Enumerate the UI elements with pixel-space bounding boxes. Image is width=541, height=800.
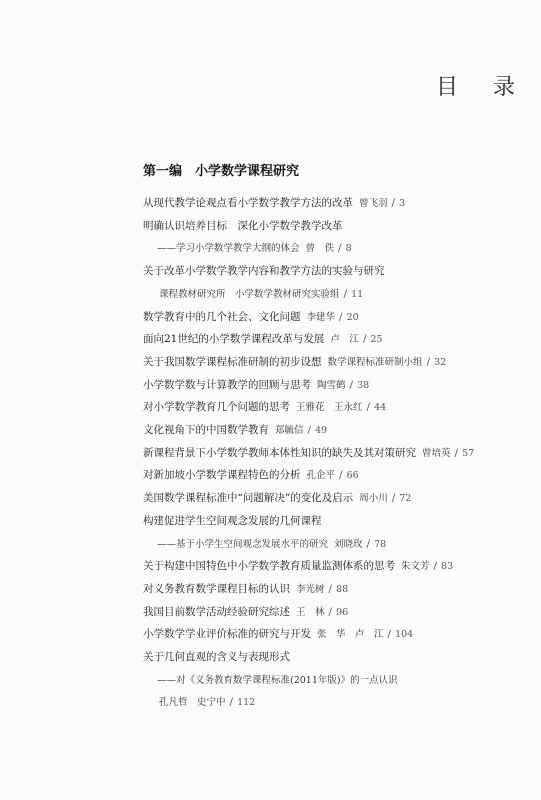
toc-line[interactable]: [143, 400, 386, 415]
toc-entry-title: ——基于小学生空间观念发展水平的研究: [157, 538, 329, 550]
page-separator: /: [366, 401, 371, 414]
toc-line[interactable]: [153, 695, 255, 710]
toc-entry-page: 44: [374, 402, 387, 414]
toc-entry-page: 3: [399, 198, 406, 209]
toc-entry-page: 66: [346, 470, 359, 482]
toc-entry-author: 陶雪鹤: [317, 379, 346, 391]
page-separator: /: [343, 287, 348, 300]
toc-entry-author: 曾飞羽: [359, 198, 388, 209]
page-separator: /: [387, 628, 392, 641]
toc-entry-page: 8: [345, 243, 352, 255]
page-separator: /: [454, 446, 459, 459]
toc-entry-page: 112: [237, 697, 256, 709]
toc-entry-author: 李光树: [296, 583, 325, 595]
toc-entry-page: 83: [441, 561, 454, 573]
toc-entry-title: 对小学数学教育几个问题的思考: [143, 401, 290, 414]
toc-entry-title: 小学数学学业评价标准的研究与开发: [143, 628, 311, 641]
toc-line[interactable]: [143, 605, 348, 620]
toc-line[interactable]: [143, 650, 290, 664]
toc-entry-title: 文化视角下的中国数学教育: [143, 424, 269, 436]
toc-entry-page: 38: [357, 379, 370, 391]
toc-entry-author: 卢 江: [330, 334, 359, 346]
toc-entry-author: 曾 佚: [305, 243, 335, 255]
page-separator: /: [339, 310, 343, 323]
toc-entry-page: 72: [399, 493, 412, 505]
section-heading: 第一编 小学数学课程研究: [143, 164, 300, 179]
toc-entry-author: 数学课程标准研制小组: [327, 356, 423, 368]
toc-entry-author: 郑毓信: [275, 425, 304, 436]
toc-entry-title: 关于我国数学课程标准研制的初步设想: [143, 355, 322, 368]
toc-entry-author: 孔企平: [306, 470, 336, 482]
toc-entry-title: 明确认识培养目标 深化小学数学教学改革: [143, 219, 343, 232]
toc-entry-title: ——对《义务教育数学课程标准(2011年版)》的一点认识: [157, 674, 398, 686]
toc-entry-title: 对义务教育数学课程目标的认识: [143, 582, 290, 595]
toc-entry-author: 李建华: [306, 311, 336, 323]
toc-line[interactable]: [143, 468, 359, 483]
toc-line[interactable]: [157, 673, 398, 688]
toc-line[interactable]: [143, 491, 411, 506]
toc-line[interactable]: [143, 627, 413, 642]
toc-entry-author: 王 林: [296, 606, 325, 618]
toc-line[interactable]: [157, 241, 352, 256]
page-separator: /: [362, 333, 367, 346]
toc-entry-title: 从现代教学论观点看小学数学教学方法的改革: [143, 197, 353, 209]
toc-entry-title: 关于改革小学数学教学内容和教学方法的实验与研究: [143, 265, 385, 278]
page-separator: /: [328, 582, 333, 595]
toc-line[interactable]: [143, 196, 405, 211]
toc-entry-title: 面向21世纪的小学数学课程改革与发展: [143, 333, 325, 346]
page-separator: /: [338, 242, 342, 255]
toc-entry-page: 88: [336, 583, 349, 595]
toc-entry-title: 小学数学数与计算教学的回顾与思考: [143, 378, 311, 391]
toc-entry-page: 49: [315, 425, 328, 436]
toc-line[interactable]: [143, 332, 383, 347]
toc-entry-author: 周小川: [359, 493, 388, 505]
toc-line[interactable]: [143, 514, 322, 528]
toc-entry-title: 构建促进学生空间观念发展的几何课程: [143, 514, 322, 527]
toc-line[interactable]: [143, 582, 348, 597]
toc-line[interactable]: [143, 219, 343, 233]
page-separator: /: [366, 537, 371, 550]
toc-line[interactable]: [153, 287, 363, 302]
toc-entry-page: 96: [336, 606, 349, 618]
toc-entry-title: ——学习小学数学教学大纲的体会: [157, 243, 300, 255]
page-separator: /: [349, 378, 354, 391]
toc-line[interactable]: [157, 537, 386, 552]
toc-entry-title: 数学教育中的几个社会、文化问题: [143, 310, 301, 323]
page-separator: /: [391, 492, 396, 505]
page-separator: /: [328, 605, 333, 618]
toc-entry-author: 朱文芳: [401, 561, 430, 573]
page-separator: /: [426, 355, 431, 368]
toc-line[interactable]: [143, 264, 385, 278]
toc-entry-page: 11: [351, 288, 364, 300]
toc-entry-author: 张 华 卢 江: [317, 629, 384, 641]
toc-line[interactable]: [143, 310, 359, 325]
toc-entry-page: 78: [374, 538, 387, 550]
page-separator: /: [433, 560, 438, 573]
toc-entry-title: 新课程背景下小学数学教师本体性知识的缺失及其对策研究: [143, 446, 416, 459]
toc-entry-author: 孔凡哲 史宁中: [159, 697, 226, 709]
toc-line[interactable]: [143, 559, 453, 574]
toc-entry-author: 曾培英: [422, 447, 451, 459]
toc-entry-title: 关于构建中国特色中小学数学教育质量监测体系的思考: [143, 560, 395, 573]
page-separator: /: [229, 696, 234, 709]
toc-entry-page: 104: [395, 629, 414, 641]
page-separator: /: [391, 197, 396, 209]
toc-line[interactable]: [143, 378, 369, 393]
toc-entry-page: 32: [434, 356, 447, 368]
toc-line[interactable]: [143, 355, 446, 370]
toc-line[interactable]: [143, 446, 474, 461]
toc-entry-title: 我国目前数学活动经验研究综述: [143, 605, 290, 618]
page-title: 目 录: [436, 75, 529, 100]
toc-entry-author: 刘晓玫: [334, 538, 363, 550]
toc-entry-page: 57: [462, 447, 475, 459]
toc-line[interactable]: [143, 423, 327, 438]
toc-entry-title: 对新加坡小学数学课程特色的分析: [143, 469, 301, 482]
toc-entry-author: 王雅花 王永红: [296, 402, 363, 414]
toc-entry-title: 美国数学课程标准中“问题解决”的变化及启示: [143, 492, 354, 505]
toc-entry-page: 20: [346, 311, 359, 323]
toc-entry-author: 课程教材研究所 小学数学教材研究实验组: [159, 288, 340, 300]
page-separator: /: [307, 424, 312, 436]
toc-entry-page: 25: [370, 334, 383, 346]
toc-entry-title: 关于几何直观的含义与表现形式: [143, 651, 290, 663]
page-separator: /: [339, 469, 343, 482]
